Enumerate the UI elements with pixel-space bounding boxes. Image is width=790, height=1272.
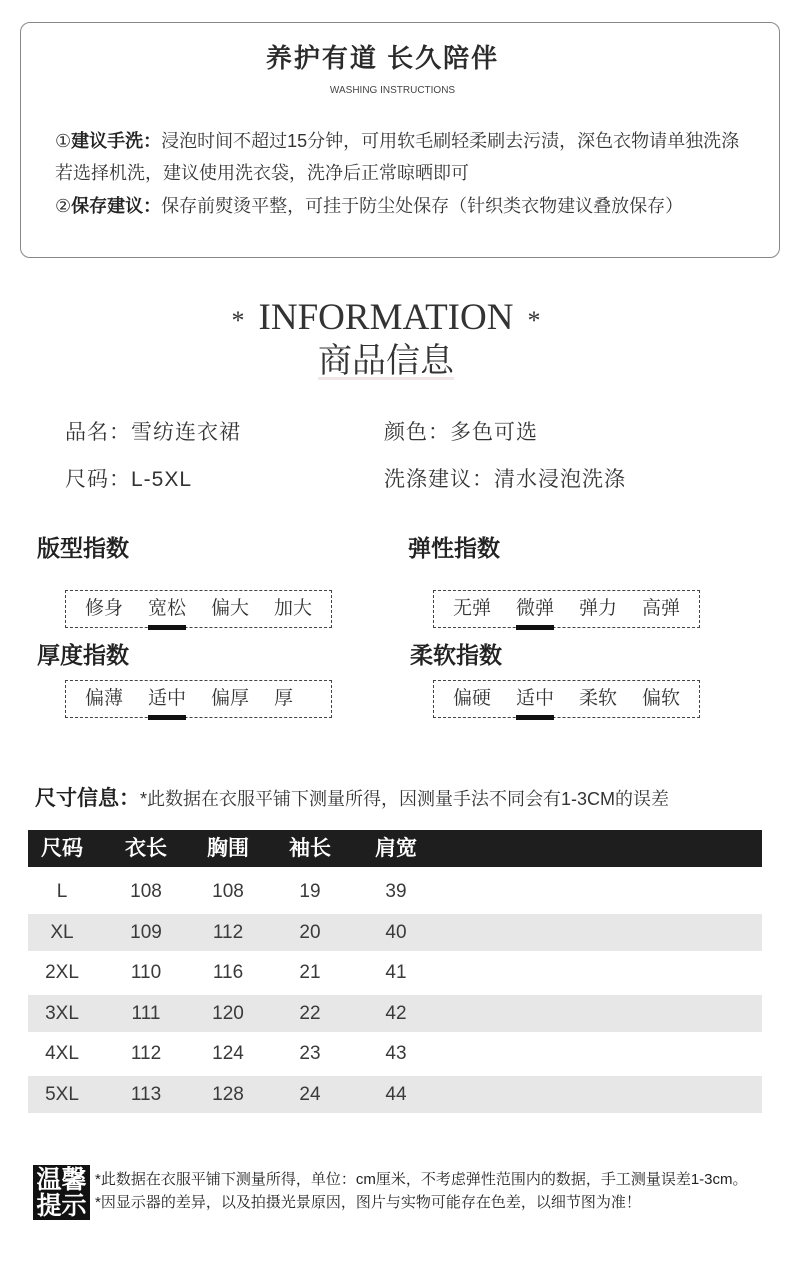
information-heading [0,296,772,343]
cell-size: XL [50,921,74,943]
softness-index-scale [433,680,700,718]
table-row [28,1032,762,1076]
product-color-value: 多色可选 [450,421,538,444]
softness-option: 偏硬 [453,688,492,709]
hand-wash-text: 浸泡时间不超过15分钟，可用软毛刷轻柔刷去污渍，深色衣物请单独洗涤 [161,131,740,151]
size-table-body [28,867,762,1113]
cell-bust: 116 [212,962,244,983]
hand-wash-marker: ① [55,131,72,151]
softness-option: 偏软 [642,688,681,709]
cell-sleeve: 23 [299,1043,321,1064]
cell-sleeve: 21 [299,962,321,983]
table-row [28,1076,762,1113]
softness-option: 适中 [516,681,554,717]
cell-length: 110 [130,962,162,983]
elasticity-option: 弹力 [579,598,618,619]
thickness-index-scale [65,680,332,718]
cell-bust: 124 [212,1043,244,1064]
thickness-option: 偏厚 [211,688,250,709]
cell-sleeve: 19 [299,881,321,902]
fit-option: 加大 [274,598,313,619]
care-title: 养护有道 长久陪伴 [265,43,500,73]
product-name-label: 品名： [65,421,131,444]
elasticity-option: 无弹 [453,598,492,619]
header-shoulder: 肩宽 [375,837,417,860]
header-bust: 胸围 [207,837,249,860]
product-color-label: 颜色： [384,421,450,444]
tips-badge-line-2: 提示 [36,1191,87,1220]
fit-option: 修身 [85,598,124,619]
product-color [384,419,538,447]
storage-line [55,194,683,218]
product-washing [384,466,626,494]
header-sleeve: 袖长 [289,837,331,860]
cell-length: 111 [131,1002,161,1024]
cell-shoulder: 39 [385,881,407,902]
size-info-heading [35,784,669,816]
thickness-option: 偏薄 [85,688,124,709]
cell-size: 3XL [45,1002,79,1024]
elasticity-option: 高弹 [642,598,681,619]
cell-shoulder: 41 [385,962,407,983]
cell-bust: 120 [212,1002,244,1024]
elasticity-index-scale [433,590,700,628]
table-row [28,951,762,995]
size-table [28,830,762,1113]
product-size-label: 尺码： [65,468,131,491]
size-info-note: *此数据在衣服平铺下测量所得，因测量手法不同会有1-3CM的误差 [140,789,670,809]
softness-option: 柔软 [579,688,618,709]
header-length: 衣长 [125,837,167,860]
product-washing-label: 洗涤建议： [384,468,494,491]
cell-sleeve: 22 [299,1002,321,1024]
product-size-value: L-5XL [131,468,193,491]
tips-line-measurement: *此数据在衣服平铺下测量所得，单位：cm厘米，不考虑弹性范围内的数据，手工测量误差1-3cm。 [95,1171,748,1188]
product-name-value: 雪纺连衣裙 [131,421,241,444]
elasticity-index-title: 弹性指数 [408,535,500,561]
size-table-header [28,830,762,867]
cell-size: 2XL [45,962,79,983]
thickness-option: 厚 [274,688,294,709]
cell-size: L [56,881,68,902]
table-row [28,870,762,914]
cell-bust: 108 [212,881,244,902]
star-left: * [231,306,245,335]
storage-label: 保存建议： [71,196,162,216]
fit-option: 偏大 [211,598,250,619]
storage-text: 保存前熨烫平整，可挂于防尘处保存（针织类衣物建议叠放保存） [161,196,684,216]
machine-wash-line: 若选择机洗，建议使用洗衣袋，洗净后正常晾晒即可 [55,163,469,183]
cell-length: 113 [130,1083,162,1105]
product-size [65,466,192,494]
cell-size: 5XL [45,1083,79,1105]
hand-wash-label: 建议手洗： [71,131,162,151]
product-washing-value: 清水浸泡洗涤 [494,468,626,491]
cell-sleeve: 24 [299,1083,321,1105]
thickness-option: 适中 [148,681,186,717]
cell-length: 109 [130,921,162,943]
information-heading-en: INFORMATION [258,297,514,338]
cell-bust: 112 [212,921,244,943]
cell-sleeve: 20 [299,921,321,943]
cell-shoulder: 43 [385,1043,407,1064]
thickness-index-title: 厚度指数 [37,642,129,668]
size-info-title: 尺寸信息： [35,787,140,810]
header-size: 尺码 [41,837,83,860]
care-instructions-card [20,22,780,258]
elasticity-option: 微弹 [516,591,554,627]
cell-length: 112 [130,1043,162,1064]
tips-badge [33,1165,90,1220]
cell-length: 108 [130,881,162,902]
cell-shoulder: 42 [385,1002,407,1024]
hand-wash-line [55,129,739,153]
fit-index-scale [65,590,332,628]
cell-shoulder: 40 [385,921,407,943]
cell-bust: 128 [212,1083,244,1105]
fit-index-title: 版型指数 [37,535,129,561]
table-row [28,995,762,1032]
care-subtitle: WASHING INSTRUCTIONS [329,85,456,96]
tips-badge-line-1: 温馨 [36,1165,87,1194]
softness-index-title: 柔软指数 [410,642,502,668]
product-name [65,419,241,447]
cell-shoulder: 44 [385,1083,407,1105]
cell-size: 4XL [45,1043,79,1064]
tips-line-color-difference: *因显示器的差异，以及拍摄光景原因，图片与实物可能存在色差，以细节图为准！ [95,1194,641,1211]
storage-marker: ② [55,196,72,216]
information-heading-cn: 商品信息 [318,343,454,380]
table-row [28,914,762,951]
fit-option: 宽松 [148,591,186,627]
star-right: * [527,306,541,335]
